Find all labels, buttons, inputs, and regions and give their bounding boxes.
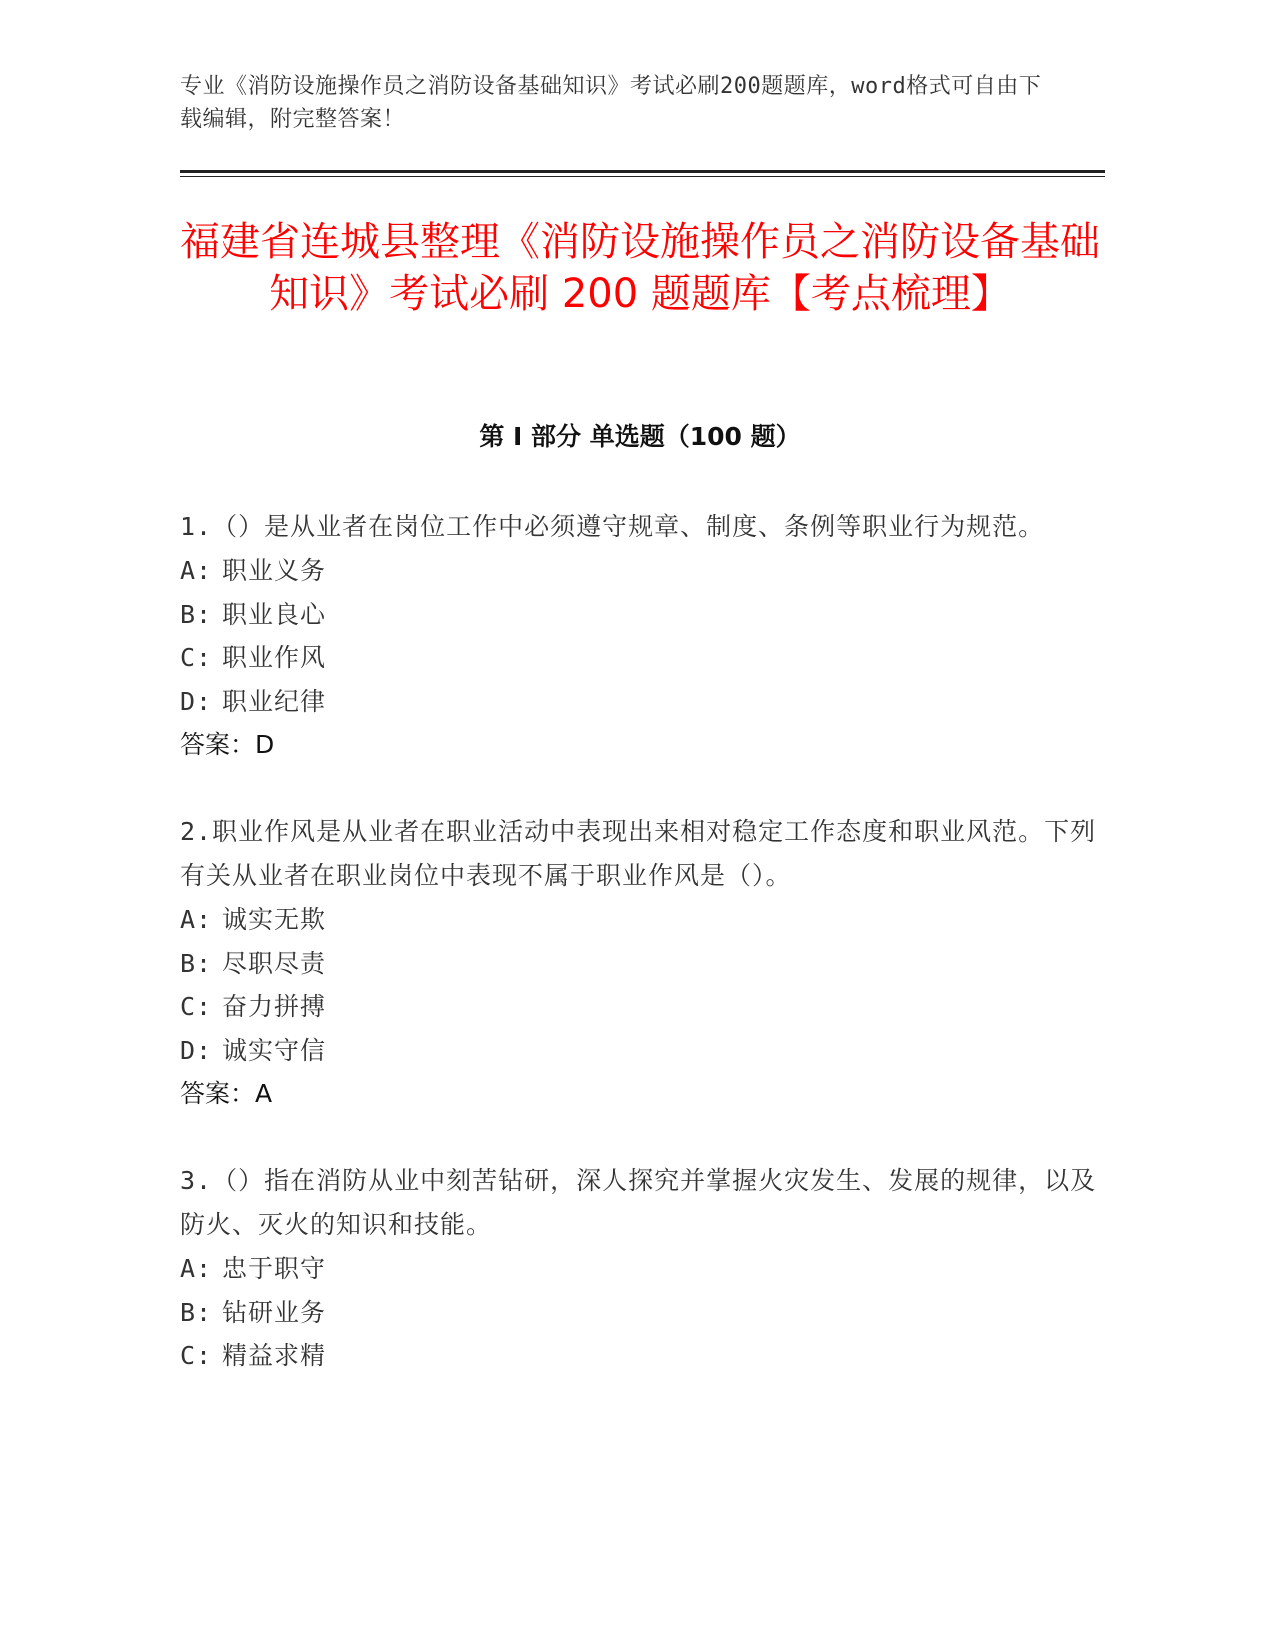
question-stem: 1.（）是从业者在岗位工作中必须遵守规章、制度、条例等职业行为规范。 [180, 512, 1045, 541]
option-letter: D: [180, 686, 213, 716]
answer-line: 答案：A [180, 1079, 273, 1108]
question-3 [180, 1159, 1100, 1378]
option-a [180, 549, 1100, 593]
option-letter: A: [180, 905, 213, 934]
option-letter: A: [180, 556, 213, 585]
header-divider-thick [180, 170, 1105, 173]
option-text: 精益求精 [222, 1341, 327, 1370]
option-b [180, 593, 1100, 637]
option-letter: A: [180, 1254, 213, 1283]
option-d [180, 1029, 1100, 1073]
option-letter: C: [180, 1341, 213, 1370]
option-a [180, 898, 1100, 942]
question-stem: 2.职业作风是从业者在职业活动中表现出来相对稳定工作态度和职业风范。下列有关从业者在职业岗位中表现不属于职业作风是（）。 [180, 817, 1097, 890]
option-c [180, 985, 1100, 1029]
option-c [180, 1334, 1100, 1378]
option-d [180, 680, 1100, 724]
option-a [180, 1247, 1100, 1291]
option-letter: C: [180, 643, 213, 672]
option-letter: B: [180, 599, 213, 629]
option-text: 职业纪律 [222, 686, 327, 716]
option-text: 职业良心 [222, 599, 327, 629]
option-c [180, 636, 1100, 680]
question-2 [180, 810, 1100, 1116]
option-b [180, 942, 1100, 986]
option-letter: C: [180, 992, 213, 1021]
option-text: 钻研业务 [222, 1297, 327, 1327]
option-text: 奋力拼搏 [222, 992, 327, 1021]
option-b [180, 1291, 1100, 1335]
header-divider-thin [180, 176, 1105, 177]
section-title: 第 I 部分 单选题（100 题） [479, 422, 801, 451]
question-stem: 3.（）指在消防从业中刻苦钻研，深人探究并掌握火灾发生、发展的规律，以及防火、灭火的知识和技能。 [180, 1166, 1097, 1239]
option-text: 职业作风 [222, 643, 327, 672]
header-text: 专业《消防设施操作员之消防设备基础知识》考试必刷200题题库，word格式可自由下载编辑，附完整答案！ [180, 74, 1042, 132]
document-title: 福建省连城县整理《消防设施操作员之消防设备基础知识》考试必刷 200 题题库【考点梳理】 [180, 219, 1100, 317]
option-letter: B: [180, 1297, 213, 1327]
option-text: 职业义务 [222, 556, 327, 585]
question-1 [180, 505, 1100, 767]
option-text: 诚实无欺 [222, 905, 327, 934]
option-text: 忠于职守 [222, 1254, 327, 1283]
option-letter: D: [180, 1035, 213, 1065]
document-header [180, 70, 1060, 136]
option-text: 尽职尽责 [222, 948, 327, 978]
question-list [180, 505, 1100, 1421]
option-text: 诚实守信 [222, 1035, 327, 1065]
option-letter: B: [180, 948, 213, 978]
answer-line: 答案：D [180, 730, 275, 759]
